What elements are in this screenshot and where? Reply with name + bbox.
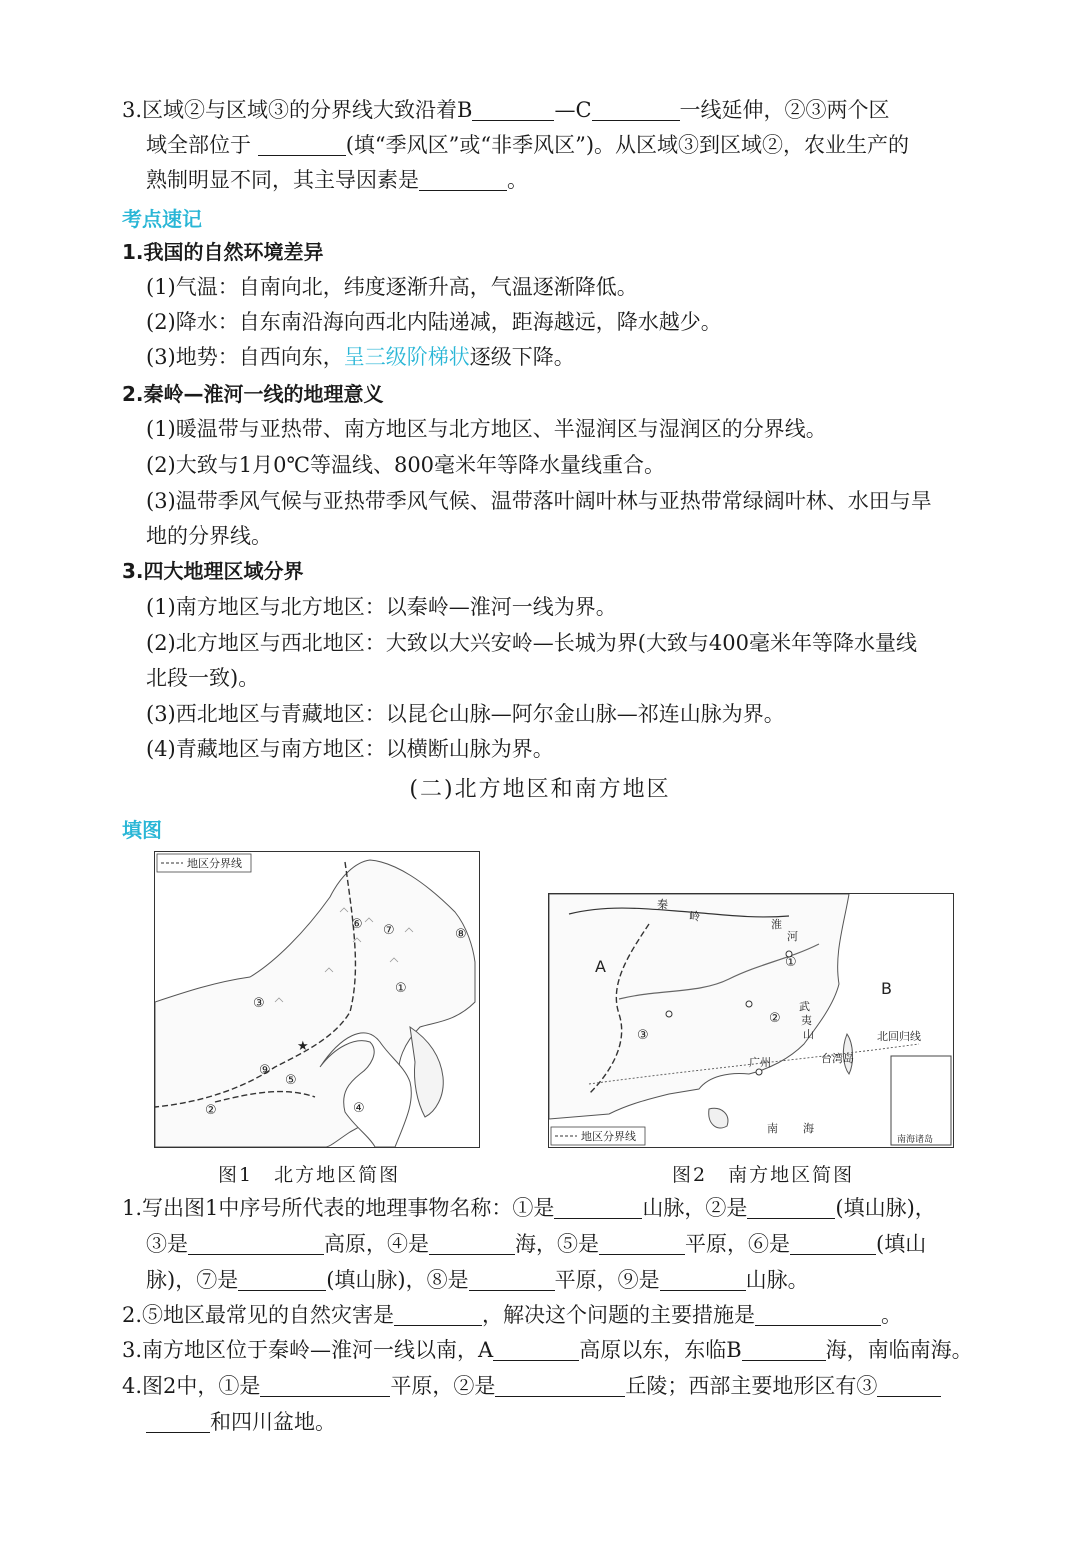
question-2 [122, 1297, 902, 1333]
map2-text-huai: 淮 [771, 918, 782, 931]
kaodian-p6a: (3)温带季风气候与亚热带季风气候、温带落叶阔叶林与亚热带常绿阔叶林、水田与旱 [146, 489, 932, 513]
map2-label-3: ③ [637, 1028, 649, 1043]
blank[interactable] [790, 1232, 876, 1255]
kaodian-h2: 2.秦岭—淮河一线的地理意义 [122, 382, 384, 406]
question-text: 丘陵；西部主要地形区有③ [625, 1374, 878, 1398]
map2-label-1: ① [785, 955, 797, 970]
map2-city-dot [666, 1011, 672, 1017]
question-text: 海，南临南海。 [825, 1338, 973, 1362]
question-text: 1.写出图1中序号所代表的地理事物名称：①是 [122, 1196, 555, 1220]
map2-text-ling: 岭 [689, 910, 700, 923]
kaodian-p9: (3)西北地区与青藏地区：以昆仑山脉—阿尔金山脉—祁连山脉为界。 [146, 702, 785, 726]
kaodian-p5: (2)大致与1月0℃等温线、800毫米年等降水量线重合。 [146, 453, 666, 477]
map1-capital-star: ★ [297, 1039, 309, 1054]
q3-text: 一线延伸，②③两个区 [679, 98, 890, 122]
map2-hainan [709, 1108, 728, 1128]
q3-text: 熟制明显不同，其主导因素是 [146, 168, 419, 192]
map1-label-4: ④ [353, 1101, 365, 1116]
map2-text-guangzhou: 广州 [749, 1056, 771, 1069]
kaodian-p1: (1)气温：自南向北，纬度逐渐升高，气温逐渐降低。 [146, 275, 638, 299]
map1-label-7: ⑦ [383, 923, 395, 938]
kaodian-p8a: (2)北方地区与西北地区：大致以大兴安岭—长城为界(大致与400毫米年等降水量线 [146, 631, 918, 655]
map2-label-B: B [881, 979, 892, 998]
blank[interactable] [495, 1374, 625, 1397]
blank[interactable] [493, 1338, 579, 1361]
blank[interactable] [419, 168, 507, 191]
question-text: 4.图2中，①是 [122, 1374, 261, 1398]
map-south-china [548, 893, 954, 1148]
question-text: 高原以东，东临B [579, 1338, 742, 1362]
question-text: 和四川盆地。 [210, 1410, 336, 1434]
map2-text-wu: 武 [799, 1000, 810, 1013]
question-1-line2 [146, 1226, 926, 1262]
blank[interactable] [469, 1268, 555, 1291]
map2-text-yi: 夷 [801, 1014, 812, 1027]
kaodian-text: (3)地势：自西向东， [146, 345, 344, 369]
map-north-china [154, 851, 480, 1148]
kaodian-heading: 考点速记 [122, 207, 202, 231]
question-text: 平原，②是 [390, 1374, 496, 1398]
blank[interactable] [877, 1374, 941, 1397]
kaodian-text: 逐级下降。 [469, 345, 575, 369]
map2-city-dot [746, 1001, 752, 1007]
question-text: 3.南方地区位于秦岭—淮河一线以南，A [122, 1338, 494, 1362]
kaodian-p3 [146, 339, 575, 375]
map2-label-2: ② [769, 1011, 781, 1026]
q3-line3 [146, 162, 528, 198]
map2-svg [549, 894, 953, 1147]
q3-text: —C [554, 98, 592, 122]
question-text: 山脉。 [745, 1268, 809, 1292]
blank[interactable] [238, 1268, 326, 1291]
tiantu-heading: 填图 [122, 818, 162, 842]
map1-legend-text: 地区分界线 [187, 857, 242, 870]
q3-line1 [122, 92, 890, 128]
map1-label-9: ⑨ [259, 1063, 271, 1078]
blank[interactable] [258, 133, 346, 156]
map2-text-qin: 秦 [657, 898, 668, 911]
map2-label-A: A [595, 957, 606, 976]
map1-label-8: ⑧ [455, 927, 467, 942]
section-title: (二)北方地区和南方地区 [409, 777, 671, 802]
q3-line2 [146, 127, 909, 163]
question-text: (填山 [876, 1232, 927, 1256]
kaodian-h1: 1.我国的自然环境差异 [122, 240, 324, 264]
blank[interactable] [599, 1232, 685, 1255]
blank[interactable] [755, 1303, 881, 1326]
kaodian-p6b: 地的分界线。 [146, 524, 272, 548]
blank[interactable] [592, 98, 680, 121]
blank[interactable] [146, 1410, 210, 1433]
blank[interactable] [742, 1338, 826, 1361]
q3-text: 域全部位于 [146, 133, 251, 157]
question-text: 海，⑤是 [515, 1232, 599, 1256]
question-text: 平原，⑨是 [554, 1268, 660, 1292]
question-text: 山脉，②是 [642, 1196, 748, 1220]
question-text: 高原，④是 [324, 1232, 429, 1256]
kaodian-p2: (2)降水：自东南沿海向西北内陆递减，距海越远，降水越少。 [146, 310, 722, 334]
kaodian-p4: (1)暖温带与亚热带、南方地区与北方地区、半湿润区与湿润区的分界线。 [146, 417, 827, 441]
question-text: 平原，⑥是 [685, 1232, 790, 1256]
map1-caption: 图1 北方地区简图 [218, 1164, 401, 1186]
map2-text-nan: 南 [767, 1122, 778, 1135]
blank[interactable] [472, 98, 554, 121]
blank[interactable] [260, 1374, 390, 1397]
blank[interactable] [660, 1268, 746, 1291]
q3-text: 。 [507, 168, 528, 192]
kaodian-p10: (4)青藏地区与南方地区：以横断山脉为界。 [146, 737, 554, 761]
map2-text-hai: 海 [803, 1122, 814, 1135]
kaodian-p8b: 北段一致)。 [146, 666, 260, 690]
blank[interactable] [554, 1196, 642, 1219]
question-4-line1 [122, 1368, 941, 1404]
question-text: 。 [881, 1303, 903, 1327]
map2-text-tropic: 北回归线 [877, 1030, 921, 1043]
highlight-text: 呈三级阶梯状 [343, 345, 470, 369]
q3-text: 3.区域②与区域③的分界线大致沿着B [122, 98, 473, 122]
map1-label-1: ① [395, 981, 407, 996]
question-text: (填山脉)，⑧是 [326, 1268, 469, 1292]
question-1-line3 [146, 1262, 809, 1298]
question-text: (填山脉)， [835, 1196, 936, 1220]
map2-text-islands: 南海诸岛 [897, 1135, 934, 1145]
map2-text-taiwan: 台湾岛 [821, 1052, 854, 1065]
map2-text-shan: 山 [803, 1028, 814, 1041]
question-text: ③是 [146, 1232, 188, 1256]
map1-label-6: ⑥ [351, 917, 363, 932]
question-1-line1 [122, 1190, 936, 1226]
question-4-line2 [146, 1404, 336, 1440]
map2-city-dot [756, 1069, 762, 1075]
kaodian-p7: (1)南方地区与北方地区：以秦岭—淮河一线为界。 [146, 595, 617, 619]
question-3 [122, 1332, 973, 1368]
question-text: 脉)，⑦是 [146, 1268, 239, 1292]
map1-peninsula [410, 1027, 443, 1117]
map2-caption: 图2 南方地区简图 [672, 1164, 855, 1186]
blank[interactable] [429, 1232, 515, 1255]
question-text: 2.⑤地区最常见的自然灾害是 [122, 1303, 395, 1327]
map1-svg [155, 852, 479, 1147]
map1-label-3: ③ [253, 996, 265, 1011]
map2-inset [891, 1056, 951, 1145]
blank[interactable] [394, 1303, 482, 1326]
blank[interactable] [188, 1232, 324, 1255]
question-text: ，解决这个问题的主要措施是 [482, 1303, 756, 1327]
blank[interactable] [747, 1196, 835, 1219]
map1-label-5: ⑤ [285, 1073, 297, 1088]
map1-label-2: ② [205, 1103, 217, 1118]
kaodian-h3: 3.四大地理区域分界 [122, 559, 304, 583]
q3-text: (填“季风区”或“非季风区”)。从区域③到区域②，农业生产的 [345, 133, 910, 157]
map2-legend-text: 地区分界线 [581, 1130, 636, 1143]
map2-text-he: 河 [787, 930, 798, 943]
